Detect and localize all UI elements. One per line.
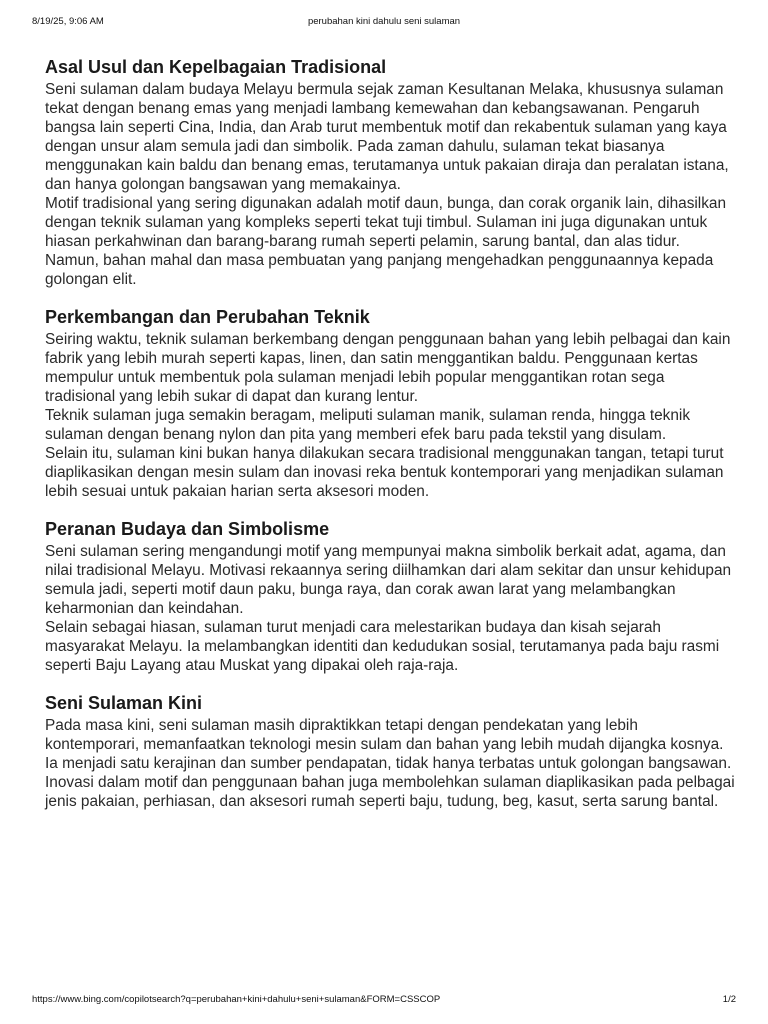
section-asal-usul [45, 56, 735, 289]
paragraph: Seni sulaman sering mengandungi motif yang mempunyai makna simbolik berkait adat, agama, dan nilai tradisional Melayu. Motivasi rekaannya sering diilhamkan dari alam sekitar dan unsur kehidupan semula jadi, seperti motif daun paku, bunga raya, dan corak awan larat yang melambangkan keharmonian dan keindahan. [45, 543, 732, 617]
paragraph: Teknik sulaman juga semakin beragam, meliputi sulaman manik, sulaman renda, hingga teknik sulaman dengan benang nylon dan pita yang memberi efek baru pada tekstil yang disulam. [45, 407, 691, 443]
section-heading: Peranan Budaya dan Simbolisme [45, 519, 330, 539]
paragraph: Selain itu, sulaman kini bukan hanya dilakukan secara tradisional menggunakan tangan, tetapi turut diaplikasikan dengan mesin sulam dan inovasi reka bentuk kontemporari yang menjadikan sulaman lebih sesuai untuk pakaian harian serta aksesori moden. [45, 445, 724, 500]
paragraph: Motif tradisional yang sering digunakan adalah motif daun, bunga, dan corak organik lain, dihasilkan dengan teknik sulaman yang kompleks seperti tekat tuji timbul. Sulaman ini juga digunakan untuk hiasan perkahwinan dan barang-barang rumah seperti pelamin, sarung bantal, dan alas tidur. [45, 195, 727, 250]
paragraph: Pada masa kini, seni sulaman masih dipraktikkan tetapi dengan pendekatan yang lebih kontemporari, memanfaatkan teknologi mesin sulam dan bahan yang lebih mudah dijangka kosnya. Ia menjadi satu kerajinan dan sumber pendapatan, tidak hanya terbatas untuk golongan bangsawan. [45, 717, 732, 772]
paragraph: Selain sebagai hiasan, sulaman turut menjadi cara melestarikan budaya dan kisah sejarah masyarakat Melayu. Ia melambangkan identiti dan kedudukan sosial, terutamanya pada baju rasmi seperti Baju Layang atau Muskat yang dipakai oleh raja-raja. [45, 619, 720, 674]
paragraph: Seiring waktu, teknik sulaman berkembang dengan penggunaan bahan yang lebih pelbagai dan kain fabrik yang lebih murah seperti kapas, linen, dan satin menggantikan baldu. Penggunaan kertas mempulur untuk membentuk pola sulaman menjadi lebih popular menggantikan rotan sega tradisional yang lebih sukar di dapat dan kurang lentur. [45, 331, 731, 405]
section-heading: Perkembangan dan Perubahan Teknik [45, 307, 370, 327]
section-seni-sulaman-kini [45, 692, 735, 811]
print-footer [0, 994, 768, 1008]
section-perkembangan [45, 306, 735, 501]
article-content [45, 56, 735, 828]
paragraph: Seni sulaman dalam budaya Melayu bermula sejak zaman Kesultanan Melaka, khususnya sulaman tekat dengan benang emas yang menjadi lambang kemewahan dan kebangsawanan. Pengaruh bangsa lain seperti Cina, India, dan Arab turut membentuk motif dan rekabentuk sulaman yang kaya dengan unsur alam semula jadi dan simbolik. Pada zaman dahulu, sulaman tekat biasanya menggunakan kain baldu dan benang emas, terutamanya untuk pakaian diraja dan peralatan istana, dan hanya golongan bangsawan yang memakainya. [45, 81, 729, 193]
page-number: 1/2 [722, 994, 736, 1005]
section-peranan-budaya [45, 518, 735, 675]
section-heading: Seni Sulaman Kini [45, 693, 203, 713]
print-url: https://www.bing.com/copilotsearch?q=perubahan+kini+dahulu+seni+sulaman&FORM=CSSCOP [32, 994, 441, 1005]
print-datetime: 8/19/25, 9:06 AM [32, 16, 104, 27]
print-page-title: perubahan kini dahulu seni sulaman [307, 16, 461, 27]
print-header [0, 16, 768, 30]
paragraph: Inovasi dalam motif dan penggunaan bahan juga membolehkan sulaman diaplikasikan pada pelbagai jenis pakaian, perhiasan, dan aksesori rumah seperti baju, tudung, beg, kasut, serta sarung bantal. [45, 774, 735, 810]
paragraph: Namun, bahan mahal dan masa pembuatan yang panjang mengehadkan penggunaannya kepada golongan elit. [45, 252, 714, 288]
section-heading: Asal Usul dan Kepelbagaian Tradisional [45, 57, 387, 77]
